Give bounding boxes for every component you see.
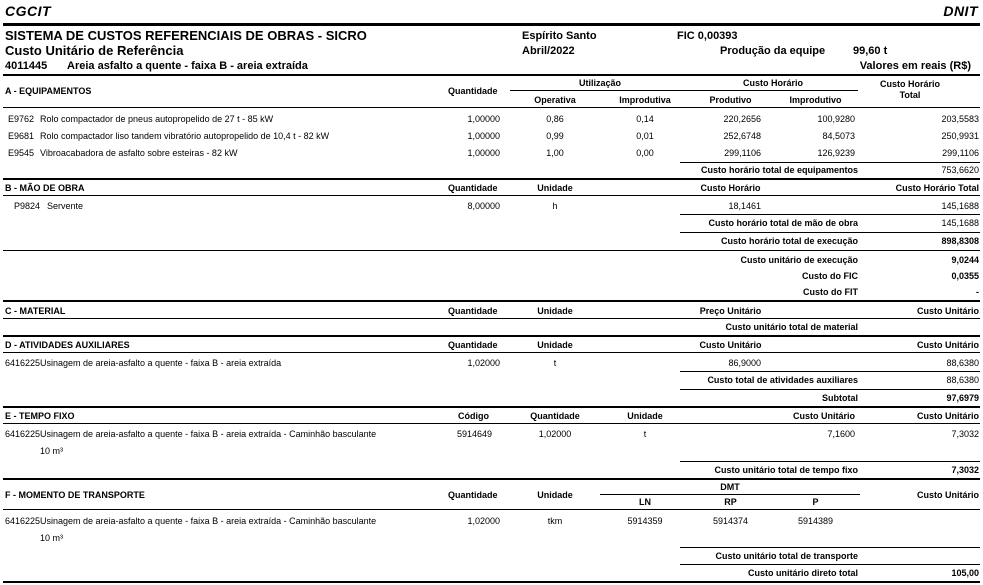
rule	[680, 547, 980, 548]
row-total: 145,1688	[941, 201, 979, 211]
row-code: E9681	[8, 131, 35, 141]
rule	[3, 581, 980, 583]
rule	[3, 178, 980, 180]
production-label: Produção da equipe	[720, 45, 826, 57]
col-custo-unitario: Custo Unitário	[699, 340, 762, 350]
row-operativa: 1,00	[546, 148, 564, 158]
rule	[680, 461, 980, 462]
mo-total-value: 145,1688	[941, 218, 979, 228]
col-quantidade: Quantidade	[448, 306, 498, 316]
col-utilizacao: Utilização	[578, 78, 621, 88]
col-ln: LN	[639, 497, 651, 507]
rule	[600, 494, 860, 495]
row-description: Usinagem de areia-asfalto a quente - faixa B - areia extraída - Caminhão basculante	[40, 516, 377, 526]
fic-cost-label: Custo do FIC	[802, 271, 858, 281]
row-code: 6416225	[5, 358, 41, 368]
rule	[3, 509, 980, 510]
row-description: Rolo compactador liso tandem vibratório autopropelido de 10,4 t - 82 kW	[40, 131, 330, 141]
row-produtivo: 299,1106	[724, 148, 761, 158]
row-improdutivo: 100,9280	[817, 114, 855, 124]
row-quantity: 1,02000	[467, 358, 500, 368]
row-improdutiva: 0,00	[636, 148, 654, 158]
row-improdutiva: 0,01	[636, 131, 654, 141]
fic-value: FIC 0,00393	[677, 30, 738, 42]
page-subtitle: Custo Unitário de Referência	[5, 43, 184, 58]
row-custo: 18,1461	[728, 201, 761, 211]
equip-total-value: 753,6620	[941, 165, 979, 175]
row-description: Rolo compactador de pneus autopropelido de 27 t - 85 kW	[40, 114, 274, 124]
cgcit-logo: CGCIT	[5, 3, 52, 19]
col-rp: RP	[724, 497, 737, 507]
row-rp: 5914374	[712, 516, 749, 526]
col-preco-unitario: Preço Unitário	[699, 306, 762, 316]
rule	[3, 352, 980, 353]
col-unidade: Unidade	[537, 490, 573, 500]
col-custo-unitario: Custo Unitário	[917, 490, 979, 500]
col-quantidade: Quantidade	[448, 86, 498, 96]
col-improdutiva: Improdutiva	[619, 95, 671, 105]
fit-cost-label: Custo do FIT	[803, 287, 858, 297]
row-total: 250,9931	[941, 131, 979, 141]
fixed-time-total-value: 7,3032	[951, 465, 979, 475]
row-improdutivo: 126,9239	[817, 148, 855, 158]
fixed-time-total-label: Custo unitário total de tempo fixo	[714, 465, 858, 475]
row-quantity: 1,00000	[467, 148, 500, 158]
row-total: 203,5583	[941, 114, 979, 124]
col-unidade: Unidade	[537, 183, 573, 193]
row-produtivo: 252,6748	[723, 131, 761, 141]
row-code: 6416225	[5, 516, 41, 526]
col-quantidade: Quantidade	[448, 490, 498, 500]
rule	[680, 232, 980, 233]
transport-total-label: Custo unitário total de transporte	[715, 551, 858, 561]
exec-total-label: Custo horário total de execução	[720, 236, 858, 246]
aux-total-label: Custo total de atividades auxiliares	[707, 375, 858, 385]
col-codigo: Código	[458, 411, 489, 421]
col-custo-unitario-total: Custo Unitário	[917, 411, 979, 421]
rule	[680, 371, 980, 372]
col-custo-unitario: Custo Unitário	[793, 411, 855, 421]
row-code: E9762	[8, 114, 35, 124]
col-custo-horario-total: Custo Horário Total	[895, 183, 979, 193]
row-p: 5914389	[797, 516, 834, 526]
col-unidade: Unidade	[627, 411, 663, 421]
rule	[3, 300, 980, 302]
col-operativa: Operativa	[534, 95, 576, 105]
rule	[680, 389, 980, 390]
mo-total-label: Custo horário total de mão de obra	[708, 218, 858, 228]
rule	[680, 162, 980, 163]
row-code: E9545	[8, 148, 35, 158]
row-code: 6416225	[5, 429, 41, 439]
rule	[3, 107, 980, 108]
composition-code: 4011445	[5, 60, 48, 72]
row-quantity: 1,02000	[538, 429, 572, 439]
section-d-title: D - ATIVIDADES AUXILIARES	[5, 340, 130, 350]
unit-exec-label: Custo unitário de execução	[740, 255, 858, 265]
row-unit: t	[553, 358, 557, 368]
col-p: P	[812, 497, 819, 507]
rule	[3, 406, 980, 408]
fic-cost-value: 0,0355	[951, 271, 979, 281]
row-description-cont: 10 m³	[40, 446, 64, 456]
col-quantidade: Quantidade	[448, 340, 498, 350]
row-total: 7,3032	[951, 429, 979, 439]
row-operativa: 0,86	[546, 114, 564, 124]
col-improdutivo: Improdutivo	[789, 95, 842, 105]
row-ref-code: 5914649	[457, 429, 493, 439]
col-unidade: Unidade	[537, 306, 573, 316]
section-c-title: C - MATERIAL	[5, 306, 66, 316]
currency-note: Valores em reais (R$)	[859, 60, 971, 72]
row-total: 88,6380	[946, 358, 979, 368]
subtotal-label: Subtotal	[822, 393, 858, 403]
col-custo-horario: Custo Horário	[742, 78, 803, 88]
col-custo-unitario-total: Custo Unitário	[917, 340, 979, 350]
row-description: Usinagem de areia-asfalto a quente - faixa B - areia extraída	[40, 358, 282, 368]
col-quantidade: Quantidade	[530, 411, 580, 421]
row-produtivo: 220,2656	[723, 114, 761, 124]
row-custo-unitario: 86,9000	[728, 358, 761, 368]
header-divider	[3, 23, 980, 26]
rule	[3, 478, 980, 480]
row-quantity: 1,00000	[467, 131, 500, 141]
row-description: Usinagem de areia-asfalto a quente - faixa B - areia extraída - Caminhão basculante	[40, 429, 377, 439]
fit-cost-value: -	[976, 287, 979, 297]
state-label: Espírito Santo	[522, 30, 597, 42]
rule	[680, 214, 980, 215]
rule	[3, 195, 980, 196]
production-value: 99,60 t	[853, 45, 888, 57]
col-custo-unitario: Custo Unitário	[917, 306, 979, 316]
col-custo-horario: Custo Horário	[700, 183, 761, 193]
col-dmt: DMT	[720, 482, 740, 492]
row-description: Servente	[47, 201, 84, 211]
section-e-title: E - TEMPO FIXO	[5, 411, 75, 421]
rule	[3, 318, 980, 319]
row-custo-unitario: 7,1600	[827, 429, 855, 439]
row-improdutiva: 0,14	[636, 114, 654, 124]
direct-total-value: 105,00	[951, 568, 979, 578]
row-unit: tkm	[547, 516, 563, 526]
row-unit: t	[643, 429, 647, 439]
rule	[680, 564, 980, 565]
material-total-label: Custo unitário total de material	[725, 322, 858, 332]
row-total: 299,1106	[942, 148, 979, 158]
unit-exec-value: 9,0244	[951, 255, 979, 265]
row-quantity: 1,00000	[467, 114, 500, 124]
row-quantity: 8,00000	[467, 201, 500, 211]
row-improdutivo: 84,5073	[822, 131, 855, 141]
row-unit: h	[552, 201, 558, 211]
subtotal-value: 97,6979	[946, 393, 979, 403]
row-operativa: 0,99	[546, 131, 564, 141]
direct-total-label: Custo unitário direto total	[748, 568, 858, 578]
rule	[688, 90, 858, 91]
system-title: SISTEMA DE CUSTOS REFERENCIAIS DE OBRAS - SICRO	[5, 28, 367, 43]
row-description-cont: 10 m³	[40, 533, 64, 543]
dnit-logo: DNIT	[943, 3, 978, 19]
equip-total-label: Custo horário total de equipamentos	[700, 165, 858, 175]
aux-total-value: 88,6380	[946, 375, 979, 385]
col-quantidade: Quantidade	[448, 183, 498, 193]
row-quantity: 1,02000	[467, 516, 500, 526]
rule	[3, 74, 980, 76]
row-description: Vibroacabadora de asfalto sobre esteiras - 82 kW	[40, 148, 238, 158]
section-f-title: F - MOMENTO DE TRANSPORTE	[5, 490, 145, 500]
composition-description: Areia asfalto a quente - faixa B - areia extraída	[67, 60, 308, 72]
col-custo-horario-total: Custo Horário Total	[879, 79, 940, 100]
rule	[3, 335, 980, 337]
exec-total-value: 898,8308	[941, 236, 979, 246]
rule	[3, 423, 980, 424]
section-a-title: A - EQUIPAMENTOS	[5, 86, 92, 96]
row-code: P9824	[14, 201, 41, 211]
section-b-title: B - MÃO DE OBRA	[5, 183, 85, 193]
col-produtivo: Produtivo	[709, 95, 752, 105]
rule	[510, 90, 690, 91]
col-unidade: Unidade	[537, 340, 573, 350]
reference-date: Abril/2022	[522, 45, 575, 57]
rule	[3, 250, 980, 251]
row-ln: 5914359	[627, 516, 663, 526]
